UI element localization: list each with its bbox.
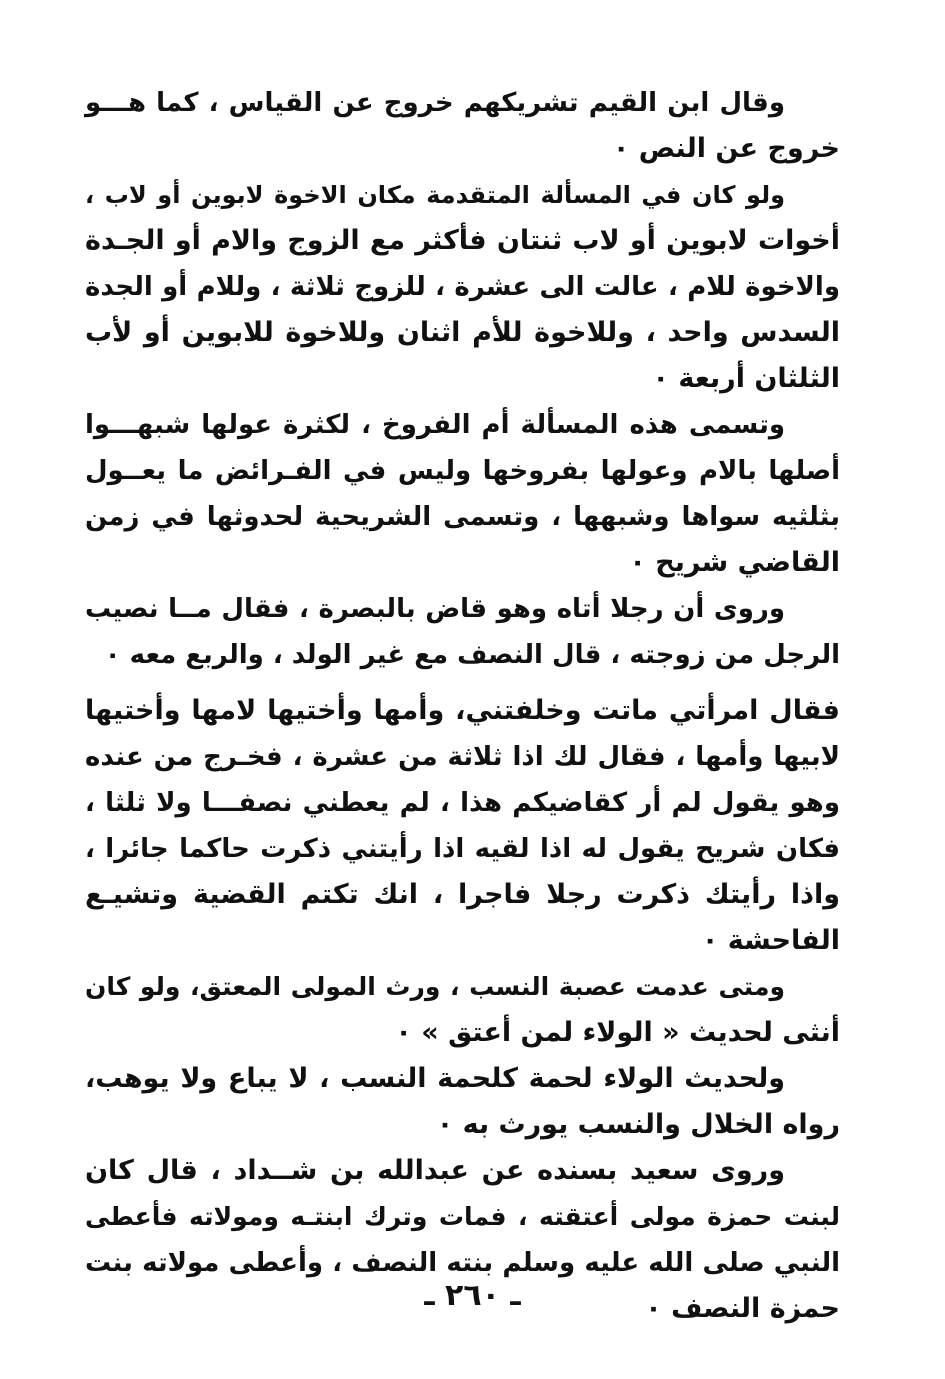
text-line: لابيها وأمها ، فقال لك اذا ثلاثة من عشرة ، فخـرج من عنده <box>85 742 840 772</box>
text-line: رواه الخلال والنسب يورث به ٠ <box>436 1109 840 1140</box>
page-number: ـ ٢٦٠ ـ <box>424 1278 521 1313</box>
text-line: ومتى عدمت عصبة النسب ، ورث المولى المعتق، ولو كان <box>85 972 785 1001</box>
page-body <box>85 80 840 1332</box>
text-line: أخوات لابوين أو لاب ثنتان فأكثر مع الزوج والام أو الجـدة <box>85 225 840 256</box>
text-line: وتسمى هذه المسألة أم الفروخ ، لكثرة عولها شبهـــوا <box>85 410 785 440</box>
text-line: واذا رأيتك ذكرت رجلا فاجرا ، انك تكتم القضية وتشيـع <box>85 879 840 910</box>
text-line: حمزة النصف ٠ <box>645 1293 840 1324</box>
text-line: أنثى لحديث « الولاء لمن أعتق » ٠ <box>395 1017 840 1048</box>
text-line: الثلثان أربعة ٠ <box>652 363 840 394</box>
paragraph <box>85 402 840 586</box>
text-line: لبنت حمزة مولى أعتقته ، فمات وترك ابنتـه ومولاته فأعطى <box>85 1202 840 1231</box>
text-line: فكان شريح يقول له اذا لقيه اذا رأيتني ذكرت حاكما جائرا ، <box>85 834 840 864</box>
text-line: القاضي شريح ٠ <box>629 547 840 578</box>
text-line: والاخوة للام ، عالت الى عشرة ، للزوج ثلاثة ، وللام أو الجدة <box>85 272 840 302</box>
text-line: وقال ابن القيم تشريكهم خروج عن القياس ، كما هـــو <box>85 88 785 118</box>
text-line: وهو يقول لم أر كقاضيكم هذا ، لم يعطني نصفـــا ولا ثلثا ، <box>85 788 840 818</box>
text-line: ولحديث الولاء لحمة كلحمة النسب ، لا يباع ولا يوهب، <box>85 1063 785 1094</box>
paragraph <box>85 688 840 964</box>
text-line: الرجل من زوجته ، قال النصف مع غير الولد ، والربع معه ٠ <box>104 640 840 670</box>
text-line: وروى أن رجلا أتاه وهو قاض بالبصرة ، فقال مــا نصيب <box>85 594 785 624</box>
text-line: فقال امرأتي ماتت وخلفتني، وأمها وأختيها لامها وأختيها <box>85 695 840 726</box>
paragraph-gap <box>85 678 840 688</box>
text-line: الفاحشة ٠ <box>701 925 840 956</box>
paragraph <box>85 80 840 172</box>
text-line: السدس واحد ، وللاخوة للأم اثنان وللاخوة للابوين أو لأب <box>85 317 840 348</box>
text-line: أصلها بالام وعولها بفروخها وليس في الفـرائض ما يعــول <box>85 456 840 486</box>
text-line: ولو كان في المسألة المتقدمة مكان الاخوة لابوين أو لاب ، <box>85 181 785 209</box>
paragraph <box>85 964 840 1056</box>
text-line: النبي صلى الله عليه وسلم بنته النصف ، وأعطى مولاته بنت <box>85 1248 840 1278</box>
paragraph <box>85 172 840 402</box>
text-line: بثلثيه سواها وشبهها ، وتسمى الشريحية لحدوثها في زمن <box>85 502 840 532</box>
text-line: خروج عن النص ٠ <box>612 133 840 164</box>
paragraph <box>85 1056 840 1148</box>
paragraph <box>85 586 840 678</box>
text-line: وروى سعيد بسنده عن عبدالله بن شــداد ، قال كان <box>85 1155 785 1186</box>
